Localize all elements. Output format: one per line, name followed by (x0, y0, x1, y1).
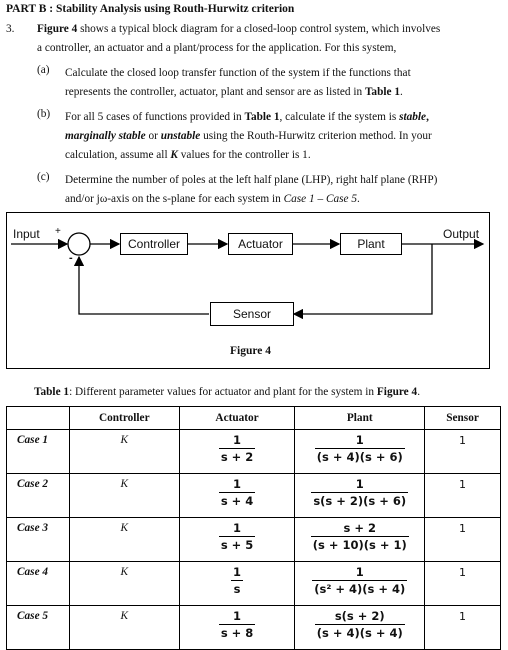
sensor-value: 1 (425, 474, 501, 518)
part-a-text (65, 64, 495, 102)
header-plant: Plant (295, 407, 425, 430)
actuator-tf (179, 474, 295, 518)
block-diagram (6, 212, 490, 369)
sensor-block: Sensor (210, 302, 294, 326)
figure-caption: Figure 4 (230, 345, 271, 357)
part-b-line-3: calculation, assume all (65, 149, 171, 161)
part-b-label: (b) (37, 108, 51, 120)
intro-line-1: shows a typical block diagram for a closed-loop control system, which involves (77, 23, 441, 35)
plant-tf (295, 430, 425, 474)
question-intro (37, 20, 497, 58)
sensor-value: 1 (425, 562, 501, 606)
dash: – (314, 193, 326, 205)
header-sensor: Sensor (425, 407, 501, 430)
or-word: or (145, 130, 161, 142)
actuator-block: Actuator (228, 233, 293, 255)
table-row (7, 562, 501, 606)
table-ref: Table 1 (244, 111, 280, 123)
sensor-value: 1 (425, 430, 501, 474)
header-actuator: Actuator (179, 407, 295, 430)
term-marginally-stable: marginally stable (65, 130, 146, 142)
denominator: s + 5 (220, 538, 254, 552)
actuator-tf (179, 518, 295, 562)
table-caption (34, 386, 420, 398)
table-header-row (7, 407, 501, 430)
part-c-text (65, 171, 495, 209)
table-row (7, 518, 501, 562)
case-label: Case 2 (7, 474, 70, 518)
numerator: 1 (233, 477, 242, 491)
numerator: s(s + 2) (334, 609, 385, 623)
part-b-line-1: For all 5 cases of functions provided in (65, 111, 245, 123)
section-title: PART B : Stability Analysis using Routh-Hurwitz criterion (6, 3, 295, 15)
part-c-line-1: Determine the number of poles at the left half plane (LHP), right half plane (RHP) (65, 174, 438, 186)
controller-value: K (69, 474, 179, 518)
part-b-line-3b: values for the controller is 1. (177, 149, 311, 161)
numerator: 1 (355, 477, 364, 491)
case-label: Case 1 (7, 430, 70, 474)
denominator: s(s + 2)(s + 6) (313, 494, 407, 508)
case-ref-5: Case 5 (325, 193, 358, 205)
controller-value: K (69, 430, 179, 474)
k-symbol: K (170, 149, 178, 161)
table-row (7, 606, 501, 650)
part-a-punct: . (400, 86, 403, 98)
output-label: Output (443, 227, 480, 241)
sensor-value: 1 (425, 518, 501, 562)
term-stable: stable (399, 111, 427, 123)
plus-sign: + (55, 226, 61, 237)
feedback-to-junction (79, 257, 209, 314)
part-a-label: (a) (37, 64, 50, 76)
controller-value: K (69, 606, 179, 650)
part-a-line-2: represents the controller, actuator, plant and sensor are as listed in (65, 86, 365, 98)
denominator: (s + 10)(s + 1) (312, 538, 407, 552)
numerator: 1 (233, 433, 242, 447)
header-controller: Controller (69, 407, 179, 430)
controller-value: K (69, 562, 179, 606)
table-label: Table 1 (34, 386, 70, 398)
figure-ref: Figure 4 (376, 386, 418, 398)
term-unstable: unstable (160, 130, 201, 142)
part-b-line-2: using the Routh-Hurwitz criterion method. In your (200, 130, 432, 142)
table-caption-punct: . (417, 386, 421, 398)
figure-ref: Figure 4 (37, 23, 78, 35)
denominator: s (231, 580, 243, 596)
plant-tf (295, 474, 425, 518)
actuator-tf (179, 606, 295, 650)
intro-line-2: a controller, an actuator and a plant/process for the application. For this system, (37, 42, 397, 54)
denominator: s + 4 (220, 494, 254, 508)
sensor-value: 1 (425, 606, 501, 650)
denominator: s + 2 (220, 450, 254, 464)
case-ref-1: Case 1 (283, 193, 315, 205)
numerator: 1 (355, 565, 364, 579)
denominator: s + 8 (220, 626, 254, 640)
part-b-line-1b: , calculate if the system is (279, 111, 400, 123)
numerator: s + 2 (343, 521, 376, 535)
comma: , (426, 111, 429, 123)
denominator: (s² + 4)(s + 4) (314, 582, 406, 596)
part-c-label: (c) (37, 171, 50, 183)
table-row (7, 430, 501, 474)
numerator: 1 (233, 609, 242, 623)
question-number: 3. (6, 23, 15, 35)
input-label: Input (13, 227, 40, 241)
part-c-line-2: and/or jω-axis on the s-plane for each system in (65, 193, 284, 205)
minus-sign: - (69, 252, 73, 264)
case-label: Case 3 (7, 518, 70, 562)
denominator: (s + 4)(s + 4) (316, 626, 403, 640)
plant-tf (295, 606, 425, 650)
denominator: (s + 4)(s + 6) (316, 450, 403, 464)
plant-tf (295, 562, 425, 606)
part-b-text (65, 108, 495, 165)
header-blank (7, 407, 70, 430)
case-label: Case 5 (7, 606, 70, 650)
numerator: 1 (355, 433, 364, 447)
plant-tf (295, 518, 425, 562)
plant-block: Plant (340, 233, 402, 255)
numerator: 1 (233, 521, 242, 535)
actuator-tf (179, 430, 295, 474)
controller-block: Controller (120, 233, 188, 255)
table-ref: Table 1 (364, 86, 400, 98)
part-a-line-1: Calculate the closed loop transfer function of the system if the functions that (65, 67, 411, 79)
numerator: 1 (233, 565, 242, 579)
actuator-tf (179, 562, 295, 606)
controller-value: K (69, 518, 179, 562)
table-row (7, 474, 501, 518)
table-caption-text: : Different parameter values for actuator and plant for the system in (69, 386, 377, 398)
parameter-table (6, 406, 501, 650)
case-label: Case 4 (7, 562, 70, 606)
part-c-punct: . (357, 193, 360, 205)
